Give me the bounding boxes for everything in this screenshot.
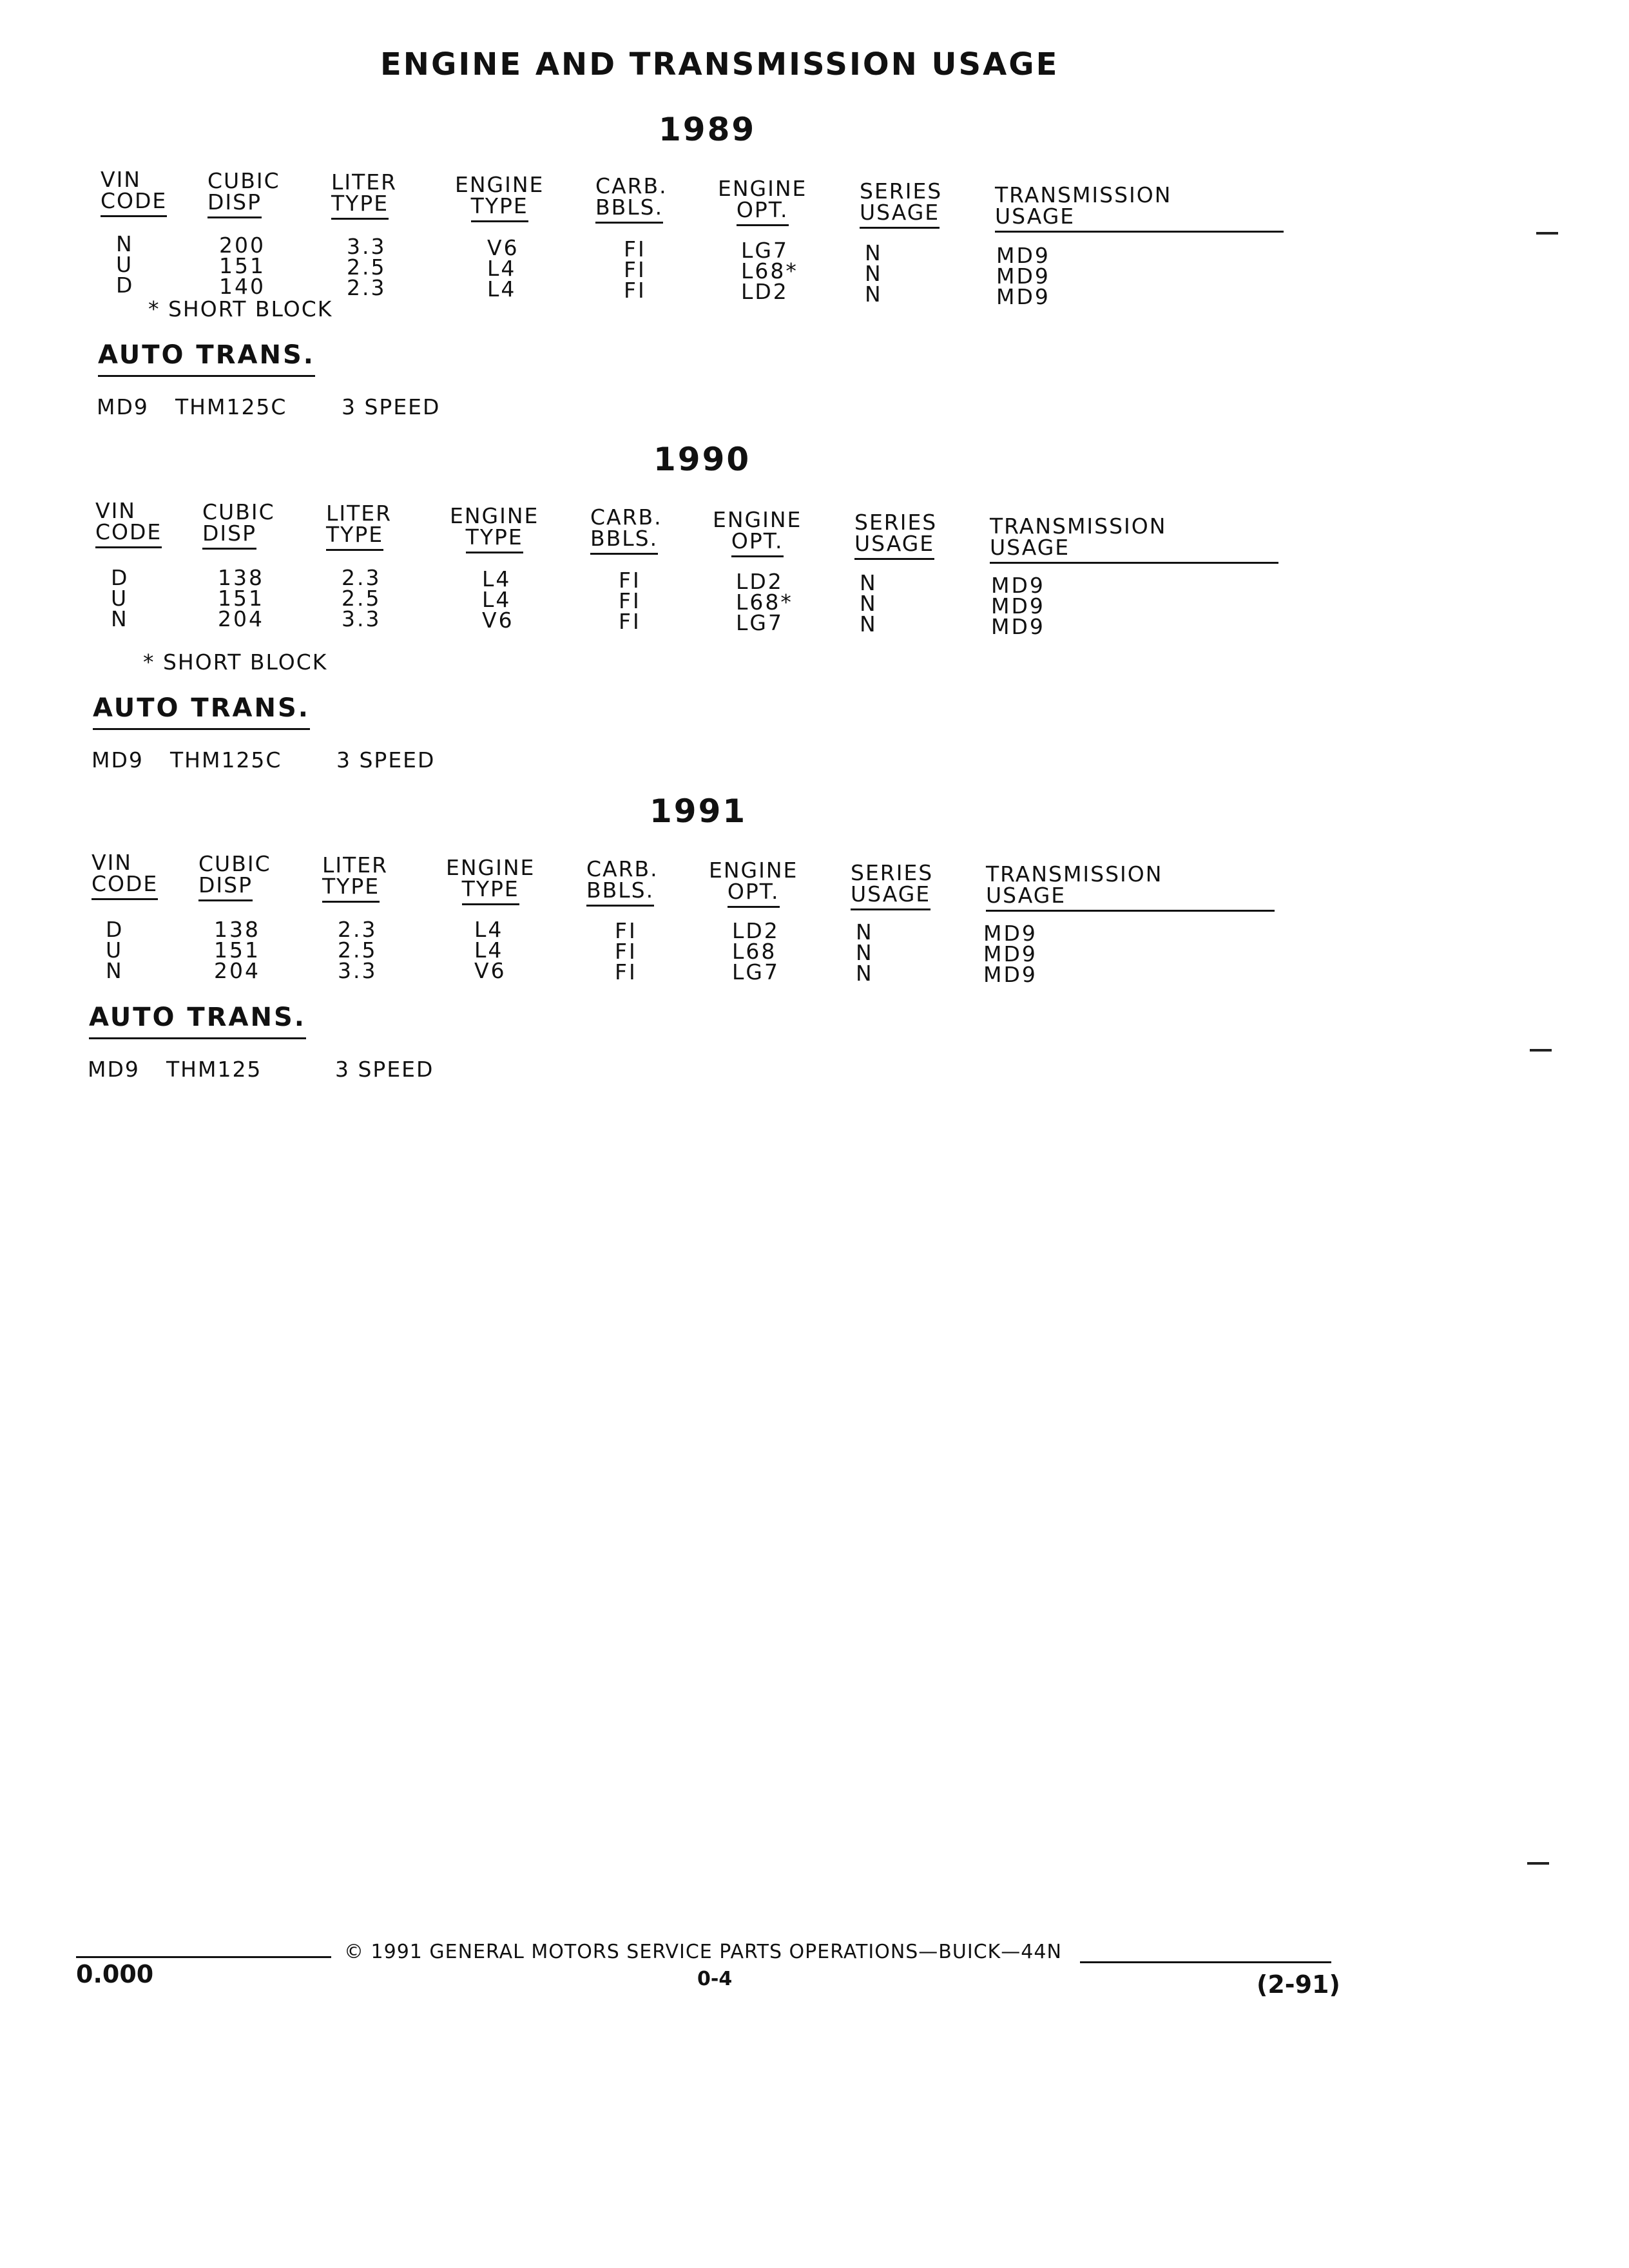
revision-date: (2-91) — [1257, 1970, 1340, 1999]
engine-type: V6 — [482, 608, 514, 633]
engine-opt: LD2 — [736, 569, 784, 594]
liter-type: 2.3 — [342, 565, 381, 590]
trans-code: MD9 — [92, 747, 144, 773]
auto-trans-heading-1990: AUTO TRANS. — [93, 693, 310, 730]
transmission-usage: MD9 — [991, 614, 1045, 639]
year-heading-1991: 1991 — [650, 793, 747, 830]
engine-opt: LG7 — [741, 238, 789, 263]
col-header-series: SERIES USAGE — [851, 862, 933, 910]
engine-opt: LD2 — [741, 279, 789, 304]
col-header-vin: VIN CODE — [101, 169, 167, 217]
series-usage: N — [856, 919, 874, 945]
trans-model: THM125C — [170, 747, 282, 773]
footer-rule-right — [1080, 1961, 1331, 1963]
year-heading-1989: 1989 — [659, 111, 757, 148]
transmission-header-rule — [986, 910, 1275, 912]
edge-tick-mark — [1530, 1049, 1552, 1052]
trans-code: MD9 — [88, 1057, 140, 1082]
transmission-usage: MD9 — [983, 921, 1037, 946]
series-usage: N — [865, 240, 883, 265]
trans-speed: 3 SPEED — [342, 394, 441, 419]
liter-type: 3.3 — [347, 234, 387, 259]
vin-code: D — [111, 565, 130, 590]
series-usage: N — [860, 611, 878, 637]
trans-model: THM125 — [166, 1057, 262, 1082]
auto-trans-line-1989 — [97, 394, 548, 420]
col-header-transmission: TRANSMISSION USAGE — [990, 514, 1167, 560]
col-header-engine-opt: ENGINE OPT. — [718, 178, 807, 226]
trans-code: MD9 — [97, 394, 149, 419]
page-number: 0-4 — [697, 1968, 733, 1990]
engine-type: L4 — [482, 587, 512, 612]
edge-tick-mark — [1527, 1862, 1549, 1865]
col-header-series: SERIES USAGE — [854, 512, 937, 560]
cubic-disp: 138 — [214, 917, 260, 942]
auto-trans-heading-1991: AUTO TRANS. — [89, 1003, 306, 1039]
liter-type: 2.5 — [347, 255, 387, 280]
page-title: ENGINE AND TRANSMISSION USAGE — [380, 46, 1059, 82]
vin-code: N — [116, 231, 134, 256]
footer-section-number: 0.000 — [76, 1960, 154, 1988]
vin-code: N — [106, 958, 124, 983]
carb-bbls: FI — [624, 236, 646, 262]
series-usage: N — [860, 591, 878, 616]
col-header-engine-type: ENGINE TYPE — [455, 174, 544, 222]
copyright-line: © 1991 GENERAL MOTORS SERVICE PARTS OPERATIONS—BUICK—44N — [344, 1941, 1062, 1963]
vin-code: U — [111, 586, 129, 611]
col-header-vin: VIN CODE — [95, 500, 162, 548]
usage-table-1990 — [92, 500, 1303, 693]
col-header-engine-type: ENGINE TYPE — [450, 505, 539, 553]
col-header-carb: CARB. BBLS. — [586, 858, 659, 907]
cubic-disp: 140 — [219, 274, 265, 299]
cubic-disp: 200 — [219, 233, 265, 258]
liter-type: 2.5 — [338, 937, 378, 963]
liter-type: 2.3 — [347, 275, 387, 300]
col-header-vin: VIN CODE — [92, 852, 158, 900]
carb-bbls: FI — [619, 609, 641, 634]
carb-bbls: FI — [624, 278, 646, 303]
carb-bbls: FI — [619, 588, 641, 613]
col-header-transmission: TRANSMISSION USAGE — [986, 861, 1163, 908]
engine-opt: L68* — [741, 258, 798, 284]
vin-code: U — [116, 252, 134, 277]
series-usage: N — [865, 282, 883, 307]
transmission-header-rule — [990, 562, 1278, 564]
transmission-usage: MD9 — [996, 264, 1050, 289]
carb-bbls: FI — [615, 918, 637, 943]
col-header-carb: CARB. BBLS. — [595, 175, 668, 224]
col-header-cubic: CUBIC DISP — [207, 170, 280, 218]
engine-type: V6 — [474, 958, 506, 983]
transmission-usage: MD9 — [983, 941, 1037, 966]
col-header-carb: CARB. BBLS. — [590, 506, 662, 555]
transmission-usage: MD9 — [991, 593, 1045, 619]
vin-code: D — [116, 273, 135, 298]
cubic-disp: 204 — [218, 606, 264, 631]
engine-opt: L68* — [736, 590, 793, 615]
cubic-disp: 151 — [219, 253, 265, 278]
col-header-liter: LITER TYPE — [326, 503, 392, 551]
transmission-header-rule — [995, 231, 1284, 233]
liter-type: 3.3 — [338, 958, 378, 983]
footnote: * SHORT BLOCK — [143, 649, 328, 675]
trans-model: THM125C — [175, 394, 287, 419]
cubic-disp: 204 — [214, 958, 260, 983]
liter-type: 3.3 — [342, 606, 381, 631]
series-usage: N — [856, 961, 874, 986]
usage-table-1989 — [97, 169, 1308, 362]
vin-code: D — [106, 917, 124, 942]
cubic-disp: 151 — [218, 586, 264, 611]
edge-tick-mark — [1536, 232, 1558, 235]
engine-type: L4 — [474, 937, 504, 963]
liter-type: 2.5 — [342, 586, 381, 611]
engine-type: L4 — [482, 566, 512, 591]
transmission-usage: MD9 — [996, 284, 1050, 309]
footnote: * SHORT BLOCK — [148, 296, 333, 322]
col-header-cubic: CUBIC DISP — [198, 853, 271, 901]
col-header-cubic: CUBIC DISP — [202, 501, 275, 550]
col-header-liter: LITER TYPE — [322, 854, 388, 903]
col-header-transmission: TRANSMISSION USAGE — [995, 182, 1172, 229]
auto-trans-heading-1989: AUTO TRANS. — [98, 340, 315, 377]
vin-code: U — [106, 937, 124, 963]
series-usage: N — [860, 570, 878, 595]
engine-opt: LG7 — [736, 610, 784, 635]
carb-bbls: FI — [615, 959, 637, 985]
series-usage: N — [856, 940, 874, 965]
engine-type: V6 — [487, 235, 519, 260]
col-header-series: SERIES USAGE — [860, 180, 942, 229]
col-header-engine-opt: ENGINE OPT. — [709, 860, 798, 908]
transmission-usage: MD9 — [983, 962, 1037, 987]
footer-rule-left — [76, 1956, 331, 1958]
carb-bbls: FI — [619, 568, 641, 593]
year-heading-1990: 1990 — [653, 441, 751, 478]
liter-type: 2.3 — [338, 917, 378, 942]
col-header-engine-type: ENGINE TYPE — [446, 857, 535, 905]
engine-opt: L68 — [732, 939, 777, 964]
carb-bbls: FI — [624, 257, 646, 282]
engine-type: L4 — [487, 276, 517, 302]
transmission-usage: MD9 — [996, 243, 1050, 268]
carb-bbls: FI — [615, 939, 637, 964]
auto-trans-line-1990 — [92, 747, 543, 773]
transmission-usage: MD9 — [991, 573, 1045, 598]
vin-code: N — [111, 606, 129, 631]
engine-type: L4 — [487, 256, 517, 281]
engine-opt: LG7 — [732, 959, 780, 985]
col-header-liter: LITER TYPE — [331, 171, 397, 220]
series-usage: N — [865, 261, 883, 286]
trans-speed: 3 SPEED — [335, 1057, 434, 1082]
auto-trans-line-1991 — [88, 1057, 539, 1082]
engine-type: L4 — [474, 917, 504, 942]
col-header-engine-opt: ENGINE OPT. — [713, 509, 802, 557]
trans-speed: 3 SPEED — [336, 747, 436, 773]
engine-opt: LD2 — [732, 918, 780, 943]
cubic-disp: 138 — [218, 565, 264, 590]
cubic-disp: 151 — [214, 937, 260, 963]
